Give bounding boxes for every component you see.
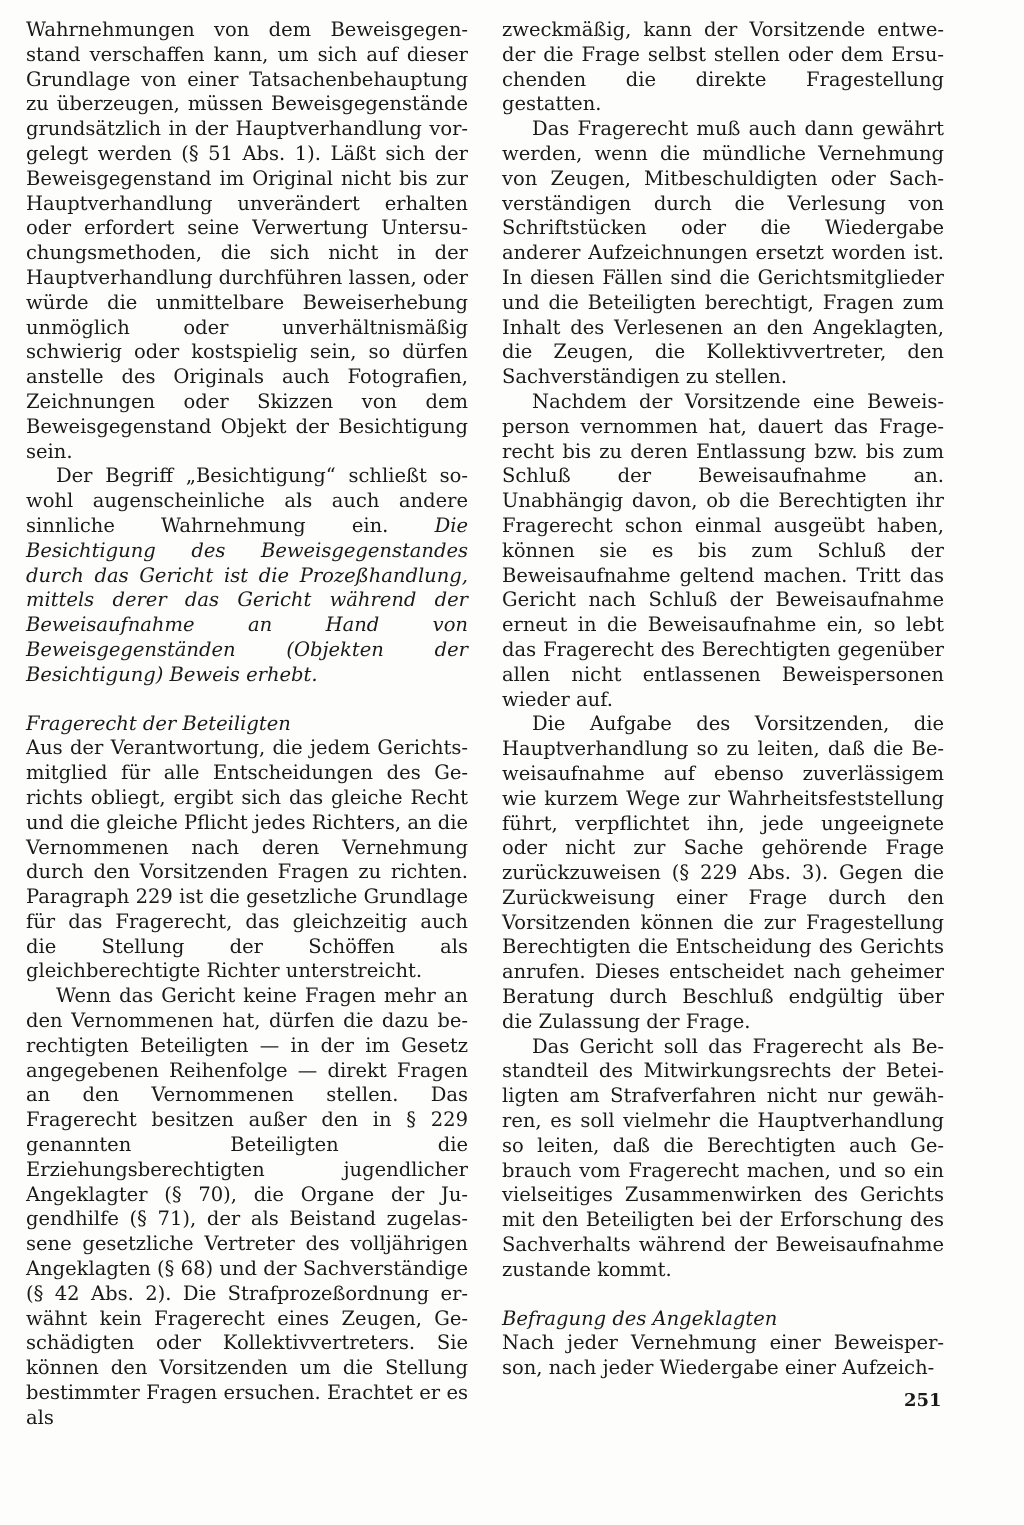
right-paragraph-1: zweckmäßig, kann der Vorsitzende entweder die Frage selbst stellen oder dem Ersuchenden die direkte Fragestellung gestatten. (502, 18, 944, 116)
left-paragraph-3: Aus der Verantwortung, die jedem Gerichtsmitglied für alle Entscheidungen des Gerichts obliegt, ergibt sich das gleiche Recht und die gleiche Pflicht jedes Richters, an die Vernommenen nach deren Vernehmung durch den Vorsitzenden Fragen zu richten. Paragraph 229 ist die gesetzliche Grundlage für das Fragerecht, das gleichzeitig auch die Stellung der Schöffen als gleichberechtigte Richter unterstreicht. (26, 736, 468, 983)
left-paragraph-2-regular: Der Begriff „Besichtigung“ schließt sowohl augenscheinliche als auch andere sinnliche Wahrnehmung ein. (26, 464, 468, 537)
right-paragraph-2: Das Fragerecht muß auch dann gewährt werden, wenn die mündliche Vernehmung von Zeugen, Mitbeschuldigten oder Sachverständigen durch die Verlesung von Schriftstücken oder die Wiedergabe anderer Aufzeichnungen ersetzt worden ist. In diesen Fällen sind die Gerichtsmitglieder und die Beteiligten berechtigt, Fragen zum Inhalt des Verlesenen an den Angeklagten, die Zeugen, die Kollektivvertreter, den Sachverständigen zu stellen. (502, 117, 944, 389)
section-heading-befragung: Befragung des Angeklagten (502, 1306, 778, 1330)
left-paragraph-4: Wenn das Gericht keine Fragen mehr an den Vernommenen hat, dürfen die dazu berechtigten Beteiligten — in der im Gesetz angegebenen Reihenfolge — direkt Fragen an den Vernommenen stellen. Das Fragerecht besitzen außer den in § 229 genannten Beteiligten die Erziehungsberechtigten jugendlicher Angeklagter (§ 70), die Organe der Jugendhilfe (§ 71), der als Beistand zugelassene gesetzliche Vertreter des volljährigen Angeklagten (§ 68) und der Sachverständige (§ 42 Abs. 2). Die Strafprozeßordnung erwähnt kein Fragerecht eines Zeugen, Geschädigten oder Kollektivvertreters. Sie können den Vorsitzenden um die Stellung bestimmter Fragen ersuchen. Erachtet er es als (26, 984, 468, 1429)
left-column (26, 18, 468, 1431)
right-paragraph-5: Das Gericht soll das Fragerecht als Bestandteil des Mitwirkungsrechts der Beteiligten am Strafverfahren nicht nur gewähren, es soll vielmehr die Hauptverhandlung so leiten, daß die Berechtigten auch Gebrauch vom Fragerecht machen, und so ein vielseitiges Zusammenwirken des Gerichts mit den Beteiligten bei der Erforschung des Sachverhalts während der Beweisaufnahme zustande kommt. (502, 1034, 944, 1281)
page-number: 251 (904, 1390, 942, 1411)
section-heading-fragerecht: Fragerecht der Beteiligten (26, 711, 291, 735)
right-paragraph-6: Nach jeder Vernehmung einer Beweisperson, nach jeder Wiedergabe einer Aufzeich- (502, 1331, 944, 1380)
left-paragraph-2-italic: Die Besichtigung des Beweisgegenstandes durch das Gericht ist die Prozeßhandlung, mittels derer das Gericht während der Beweisaufnahme an Hand von Beweisgegenständen (Objekten der Besichtigung) Beweis erhebt. (26, 513, 468, 686)
right-paragraph-4: Die Aufgabe des Vorsitzenden, die Hauptverhandlung so zu leiten, daß die Beweisaufnahme auf ebenso zuverlässigem wie kurzem Wege zur Wahrheitsfeststellung führt, verpflichtet ihn, jede ungeeignete oder nicht zur Sache gehörende Frage zurückzuweisen (§ 229 Abs. 3). Gegen die Zurückweisung einer Frage durch den Vorsitzenden können die zur Fragestellung Berechtigten die Entscheidung des Gerichts anrufen. Dieses entscheidet nach geheimer Beratung durch Beschluß endgültig über die Zulassung der Frage. (502, 712, 944, 1033)
right-paragraph-3: Nachdem der Vorsitzende eine Beweisperson vernommen hat, dauert das Fragerecht bis zu deren Entlassung bzw. bis zum Schluß der Beweisaufnahme an. Unabhängig davon, ob die Berechtigten ihr Fragerecht schon einmal ausgeübt haben, können sie es bis zum Schluß der Beweisaufnahme geltend machen. Tritt das Gericht nach Schluß der Beweisaufnahme erneut in die Beweisaufnahme ein, so lebt das Fragerecht des Berechtigten gegenüber allen nicht entlassenen Beweispersonen wieder auf. (502, 389, 944, 711)
section-gap (502, 1283, 944, 1307)
right-column (502, 18, 944, 1381)
left-paragraph-2 (26, 464, 468, 687)
left-paragraph-1: Wahrnehmungen von dem Beweisgegenstand verschaffen kann, um sich auf dieser Grundlage von einer Tatsachenbehauptung zu überzeugen, müssen Beweisgegenstände grundsätzlich in der Hauptverhandlung vorgelegt werden (§ 51 Abs. 1). Läßt sich der Beweisgegenstand im Original nicht bis zur Hauptverhandlung unverändert erhalten oder erfordert seine Verwertung Untersuchungsmethoden, die sich nicht in der Hauptverhandlung durchführen lassen, oder würde die unmittelbare Beweiserhebung unmöglich oder unverhältnismäßig schwierig oder kostspielig sein, so dürfen anstelle des Originals auch Fotografien, Zeichnungen oder Skizzen von dem Beweisgegenstand Objekt der Besichtigung sein. (26, 18, 468, 463)
section-gap (26, 688, 468, 712)
